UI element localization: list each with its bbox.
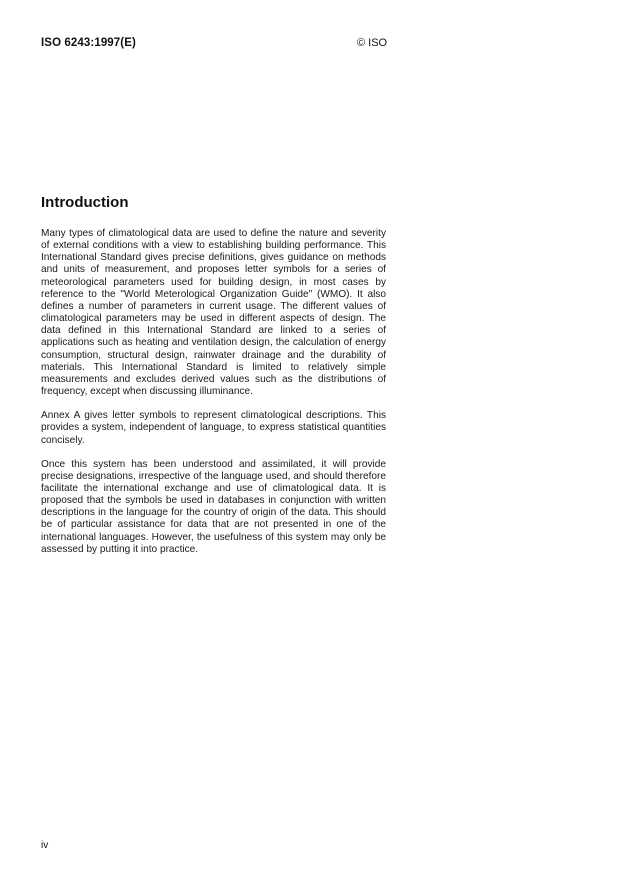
document-id: ISO 6243:1997(E): [41, 37, 136, 49]
paragraph-1: Many types of climatological data are used to define the nature and severity of external conditions with a view to establishing building performance. This International Standard gives precise definitions, gives guidance on methods and units of measurement, and proposes letter symbols for a series of meteorological parameters used for building design, in most cases by reference to the "World Meterological Organization Guide" (WMO). It also defines a number of parameters in current usage. The different values of climatological parameters may be used in different aspects of design. The data defined in this International Standard are linked to a series of applications such as heating and ventilation design, the calculation of energy consumption, structural design, rainwater drainage and the durability of materials. This International Standard is limited to relatively simple measurements and excludes derived values such as the distributions of frequency, except when discussing illuminance.: [41, 228, 386, 398]
paragraph-2: Annex A gives letter symbols to represent climatological descriptions. This provides a system, independent of language, to express statistical quantities concisely.: [41, 410, 386, 446]
copyright-notice: © ISO: [357, 37, 388, 49]
section-title: Introduction: [41, 194, 129, 211]
paragraph-3: Once this system has been understood and assimilated, it will provide precise designations, irrespective of the language used, and should therefore facilitate the international exchange and use of climatological data. It is proposed that the symbols be used in databases in conjunction with written descriptions in the language for the country of origin of the data. This should be of particular assistance for data that are not presented in one of the international languages. However, the usefulness of this system may only be assessed by putting it into practice.: [41, 458, 386, 555]
page-number: iv: [41, 840, 49, 851]
introduction-body: [41, 228, 386, 568]
